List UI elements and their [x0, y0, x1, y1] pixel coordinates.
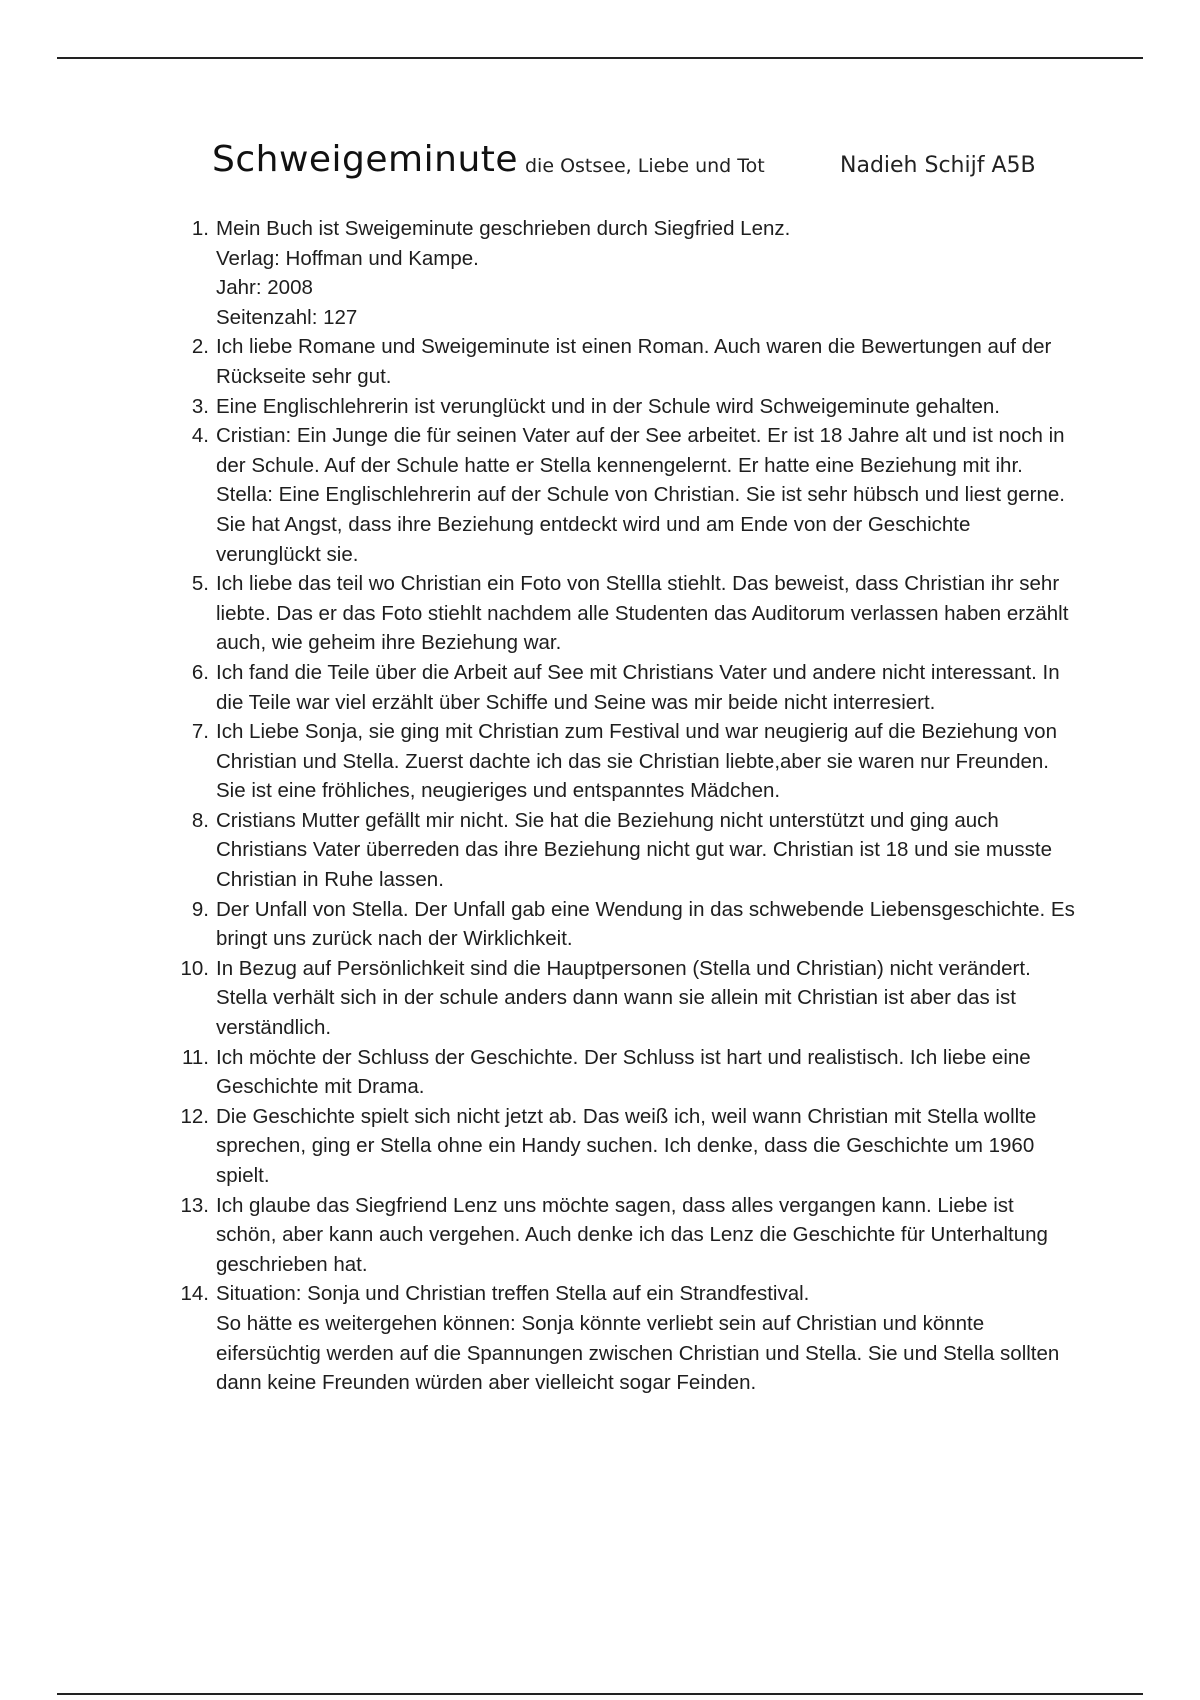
list-item	[175, 1043, 1075, 1102]
list-item-text: Situation: Sonja und Christian treffen Stella auf ein Strandfestival.	[216, 1282, 810, 1306]
list-item	[175, 954, 1075, 1043]
list-item-number: 10.	[180, 956, 209, 980]
list-item-text: Ich liebe das teil wo Christian ein Foto von Stellla stiehlt. Das beweist, dass Christian ihr sehr liebte. Das er das Foto stiehlt nachdem alle Studenten das Auditorum verlassen haben erzählt auch, wie geheim ihre Beziehung war.	[216, 572, 1069, 655]
list-item-text: Cristians Mutter gefällt mir nicht. Sie hat die Beziehung nicht unterstützt und ging auch Christians Vater überreden das ihre Beziehung nicht gut war. Christian ist 18 und sie musste Christian in Ruhe lassen.	[216, 808, 1053, 892]
list-item-text: Der Unfall von Stella. Der Unfall gab eine Wendung in das schwebende Liebensgeschichte. Es bringt uns zurück nach der Wirklichkeit.	[216, 897, 1075, 951]
list-item-text: Ich möchte der Schluss der Geschichte. Der Schluss ist hart und realistisch. Ich liebe eine Geschichte mit Drama.	[216, 1045, 1031, 1099]
document-subtitle: die Ostsee, Liebe und Tot	[525, 155, 765, 177]
document-title: Schweigeminute	[212, 139, 519, 180]
list-item-number: 7.	[191, 720, 209, 744]
list-item-text: Ich glaube das Siegfriend Lenz uns möchte sagen, dass alles vergangen kann. Liebe ist schön, aber kann auch vergehen. Auch denke ich das Lenz die Geschichte für Unterhaltung geschrieben hat.	[216, 1193, 1048, 1276]
list-item	[175, 421, 1075, 569]
list-item	[175, 895, 1075, 954]
list-item-text: Ich fand die Teile über die Arbeit auf See mit Christians Vater und andere nicht interessant. In die Teile war viel erzählt über Schiffe und Seine was mir beide nicht interresiert.	[216, 660, 1060, 714]
list-item-text: Verlag: Hoffman und Kampe.	[216, 246, 479, 270]
list-item	[175, 214, 1075, 332]
list-item-number: 8.	[191, 808, 209, 832]
document-header	[212, 140, 1062, 190]
list-item-text: Eine Englischlehrerin ist verunglückt und in der Schule wird Schweigeminute gehalten.	[216, 394, 1000, 418]
list-item-text: In Bezug auf Persönlichkeit sind die Hauptpersonen (Stella und Christian) nicht verändert. Stella verhält sich in der schule anders dann wann sie allein mit Christian ist aber das ist verständlich.	[216, 956, 1031, 1040]
list-item	[175, 569, 1075, 658]
list-item-number: 1.	[191, 217, 209, 240]
list-item-text: Stella: Eine Englischlehrerin auf der Schule von Christian. Sie ist sehr hübsch und liest gerne. Sie hat Angst, dass ihre Beziehung entdeckt wird und am Ende von der Geschichte verunglückt sie.	[216, 483, 1065, 566]
list-item	[175, 1191, 1075, 1280]
list-item-number: 13.	[180, 1193, 209, 1217]
list-item-number: 6.	[191, 660, 209, 684]
list-item	[175, 717, 1075, 806]
list-item-text: Jahr: 2008	[216, 276, 313, 300]
list-item	[175, 1102, 1075, 1191]
list-item-text: So hätte es weitergehen können: Sonja könnte verliebt sein auf Christian und könnte eifersüchtig werden auf die Spannungen zwischen Christian und Stella. Sie und Stella sollten dann keine Freunden würden aber vielleicht sogar Feinden.	[216, 1311, 1060, 1395]
list-item-number: 4.	[191, 424, 209, 448]
list-item-text: Ich liebe Romane und Sweigeminute ist einen Roman. Auch waren die Bewertungen auf der Rückseite sehr gut.	[216, 335, 1052, 388]
list-item	[175, 332, 1075, 391]
list-item-text: Die Geschichte spielt sich nicht jetzt ab. Das weiß ich, weil wann Christian mit Stella wollte sprechen, ging er Stella ohne ein Handy suchen. Ich denke, dass die Geschichte um 1960 spielt.	[216, 1104, 1037, 1187]
list-item-text: Ich Liebe Sonja, sie ging mit Christian zum Festival und war neugierig auf die Beziehung von Christian und Stella. Zuerst dachte ich das sie Christian liebte,aber sie waren nur Freunden. Sie ist eine fröhliches, neugieriges und entspanntes Mädchen.	[216, 720, 1057, 803]
top-rule	[57, 57, 1143, 59]
list-item	[175, 806, 1075, 895]
author-line: Nadieh Schijf A5B	[840, 153, 1036, 178]
list-item-number: 14.	[180, 1282, 209, 1306]
list-item-number: 5.	[191, 572, 209, 596]
list-item-number: 12.	[180, 1104, 209, 1128]
list-item	[175, 392, 1075, 422]
list-item-text: Seitenzahl: 127	[216, 305, 358, 329]
list-item-number: 2.	[191, 335, 209, 359]
list-item-text: Mein Buch ist Sweigeminute geschrieben durch Siegfried Lenz.	[216, 217, 791, 240]
list-item-text: Cristian: Ein Junge die für seinen Vater auf der See arbeitet. Er ist 18 Jahre alt und ist noch in der Schule. Auf der Schule hatte er Stella kennengelernt. Er hatte eine Beziehung mit ihr.	[216, 424, 1065, 477]
list-item	[175, 658, 1075, 717]
list-item-number: 3.	[191, 394, 209, 418]
answer-list	[175, 214, 1075, 1398]
list-item-number: 9.	[191, 897, 209, 921]
list-item	[175, 1279, 1075, 1397]
list-item-number: 11.	[182, 1045, 209, 1069]
bottom-rule	[57, 1693, 1143, 1695]
